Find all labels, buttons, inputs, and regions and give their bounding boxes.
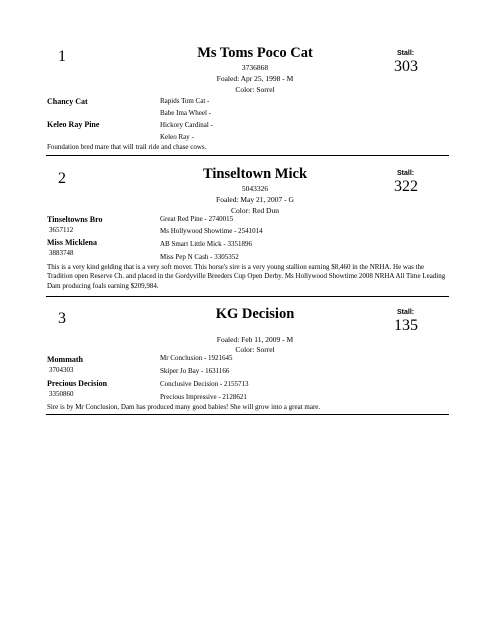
lot-number: 2 xyxy=(58,170,66,187)
color-info: Color: Sorrel xyxy=(235,345,275,354)
dam-sire: Conclusive Decision - 2155713 xyxy=(160,380,249,388)
lot-divider xyxy=(46,414,449,415)
sire-sire: Great Red Pine - 2740015 xyxy=(160,215,234,223)
color-info: Color: Sorrel xyxy=(235,85,275,94)
foaled-info: Foaled: Feb 11, 2009 - M xyxy=(216,335,294,344)
dam-sire: Hickory Cardinal - xyxy=(160,121,213,129)
dam-dam: Miss Pep N Cash - 3305352 xyxy=(160,253,239,261)
horse-name: KG Decision xyxy=(215,306,295,322)
lot-description: Foundation bred mare that will trail ride and chase cows. xyxy=(47,143,207,151)
dam-registration: 3883748 xyxy=(49,249,74,257)
dam-registration: 3350860 xyxy=(49,390,74,398)
lot-number: 1 xyxy=(58,48,66,65)
dam-sire: AB Smart Little Mick - 3351896 xyxy=(160,240,252,248)
sire-dam: Babe Ima Wheel - xyxy=(160,109,211,117)
dam-name: Keleo Ray Pine xyxy=(47,120,100,129)
sire-dam: Skiper Jo Bay - 1631166 xyxy=(160,367,230,375)
lot-description: Sire is by Mr Conclusion, Dam has produced many good babies! She will grow into a great mare. xyxy=(47,403,321,411)
horse-name: Ms Toms Poco Cat xyxy=(197,45,313,61)
sire-registration: 3657112 xyxy=(49,226,74,234)
dam-dam: Keleo Ray - xyxy=(160,133,194,141)
sire-dam: Ms Hollywood Showtime - 2541014 xyxy=(160,227,263,235)
horse-name: Tinseltown Mick xyxy=(202,166,308,182)
lot-description: This is a very kind gelding that is a very soft mover. This horse's sire is a very young stallion earning $8,460 in the NRHA. He was the Tradition open Reserve Ch. and placed in the Gordyville Breeders Cup Open Derby. Ms Hollywood Showtime 2008 NRHA All Time Leading Dam producing foals earning $209,984. xyxy=(47,263,446,290)
lot-divider xyxy=(46,296,449,297)
registration-number: 3736868 xyxy=(241,63,269,72)
stall-label: Stall: xyxy=(397,50,415,57)
sire-name: Chancy Cat xyxy=(47,97,88,106)
dam-name: Miss Micklena xyxy=(47,238,97,247)
stall-number: 322 xyxy=(394,178,418,195)
foaled-info: Foaled: Apr 25, 1998 - M xyxy=(216,74,294,83)
sire-sire: Mr Conclusion - 1921645 xyxy=(160,354,233,362)
sire-registration: 3704303 xyxy=(49,366,74,374)
stall-label: Stall: xyxy=(397,309,415,316)
sire-name: Tinseltowns Bro xyxy=(47,215,103,224)
registration-number: 5043326 xyxy=(241,184,269,193)
lot-number: 3 xyxy=(58,310,66,327)
foaled-info: Foaled: May 21, 2007 - G xyxy=(216,195,294,204)
dam-name: Precious Decision xyxy=(47,379,108,388)
dam-dam: Precious Impressive - 2128621 xyxy=(160,393,247,401)
stall-number: 303 xyxy=(394,58,418,75)
lot-divider xyxy=(46,155,449,156)
sire-sire: Rapids Tom Cat - xyxy=(160,97,210,105)
color-info: Color: Red Dun xyxy=(231,206,279,215)
stall-number: 135 xyxy=(394,317,418,334)
stall-label: Stall: xyxy=(397,170,415,177)
sire-name: Mommath xyxy=(47,355,83,364)
